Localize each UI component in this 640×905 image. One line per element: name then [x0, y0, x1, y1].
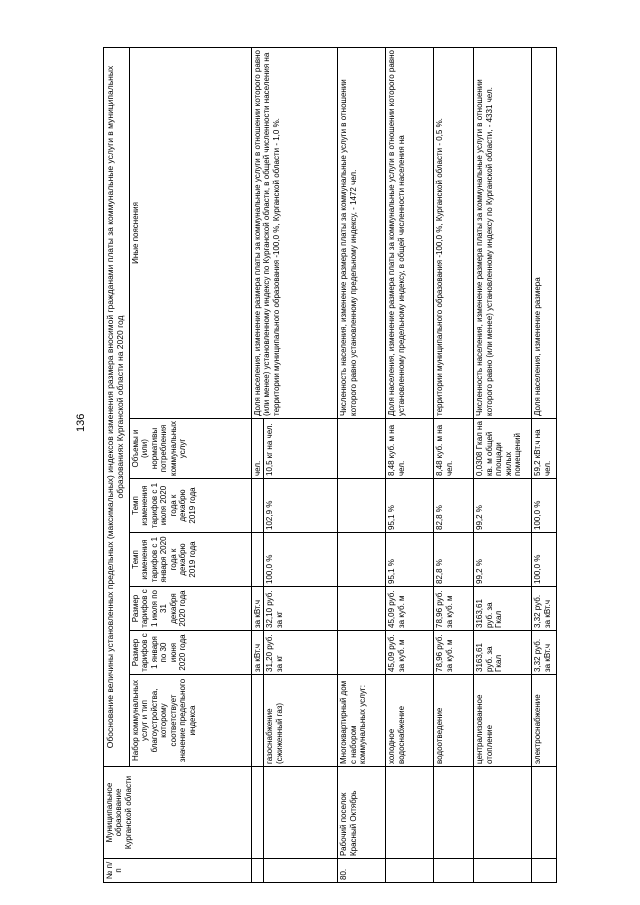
table-row: [252, 47, 264, 882]
header-municipality: Муниципальное образование Курганской области: [104, 767, 252, 859]
cell-tariff-jan: за кВт.ч: [252, 631, 264, 675]
table-row: [434, 47, 474, 882]
cell-rate-jan: 82,8 %: [434, 533, 474, 587]
cell-number: [434, 859, 474, 883]
cell-service: электроснабжение: [532, 675, 557, 767]
cell-notes: Доля населения, изменение размера: [532, 47, 557, 418]
cell-rate-jan: [252, 533, 264, 587]
header-rate-jul: Темп изменения тарифов с 1 июля 2020 года к декабрю 2019 года: [130, 479, 252, 533]
table-row: [474, 47, 532, 882]
header-service-set: Набор коммунальных услуг и тип благоустройства, которому соответствует значение предельного индекса: [130, 675, 252, 767]
cell-volumes: 8,48 куб. м на чел.: [434, 419, 474, 479]
cell-service: холодное водоснабжение: [386, 675, 434, 767]
cell-notes: Численность населения, изменение размера платы за коммунальные услуги в отношении которого равно установленному предельному индексу, - 1472 чел.: [338, 47, 386, 418]
cell-number: [532, 859, 557, 883]
header-rate-jan: Темп изменения тарифов с 1 января 2020 года к декабрю 2019 года: [130, 533, 252, 587]
cell-notes: территории муниципального образования -100,0 %, Курганской области - 0,5 %.: [434, 47, 474, 418]
table-row: [386, 47, 434, 882]
table-title: Обоснование величины установленных предельных (максимальных) индексов изменения размера вносимой гражданами платы за коммунальные услуги в муниципальных образованиях Курганской области на 2020 год: [104, 47, 130, 766]
header-volumes: Объемы и (или) нормативы потребления коммунальных услуг: [130, 419, 252, 479]
cell-rate-jul: 82,8 %: [434, 479, 474, 533]
cell-service: [252, 675, 264, 767]
cell-notes: Доля населения, изменение размера платы за коммунальные услуги в отношении которого равно (или менее) установленному индексу по Курганской области, в общей численности населения на территории муниципального образования -100,0 %, Курганской области - 1,0 %.: [252, 47, 338, 418]
cell-rate-jan: 99,2 %: [474, 533, 532, 587]
cell-number: [252, 859, 264, 883]
cell-tariff-jul: 45,09 руб. за куб. м: [386, 587, 434, 631]
cell-tariff-jan: 45,09 руб. за куб. м: [386, 631, 434, 675]
cell-municipality: [434, 767, 474, 859]
cell-rate-jul: [252, 479, 264, 533]
tariff-index-table: [103, 47, 557, 883]
cell-tariff-jul: [338, 587, 386, 631]
table-row: [338, 47, 386, 882]
cell-volumes: 0,0308 Гкал на кв. м общей площади жилых помещений: [474, 419, 532, 479]
cell-rate-jul: 102,9 %: [264, 479, 338, 533]
header-notes: Иные пояснения: [130, 47, 252, 418]
table-row: [532, 47, 557, 882]
page-number: 136: [75, 413, 87, 432]
cell-tariff-jan: 78,96 руб. за куб. м: [434, 631, 474, 675]
cell-service: Многоквартирный дом с набором коммунальных услуг:: [338, 675, 386, 767]
cell-municipality: [474, 767, 532, 859]
cell-municipality: [386, 767, 434, 859]
cell-rate-jul: 100,0 %: [532, 479, 557, 533]
cell-service: водоотведение: [434, 675, 474, 767]
cell-service: централизованное отопление: [474, 675, 532, 767]
cell-municipality: [264, 767, 338, 859]
cell-notes: Доля населения, изменение размера платы за коммунальные услуги в отношении которого равно установленному предельному индексу, в общей численности населения на: [386, 47, 434, 418]
cell-tariff-jan: 3,32 руб. за кВт.ч: [532, 631, 557, 675]
cell-tariff-jul: 3163,61 руб. за Гкал: [474, 587, 532, 631]
cell-municipality: [252, 767, 264, 859]
header-tariff-jul: Размер тарифов с 1 июля по 31 декабря 2020 года: [130, 587, 252, 631]
cell-tariff-jul: 78,96 руб. за куб. м: [434, 587, 474, 631]
cell-volumes: 8,48 куб. м на чел.: [386, 419, 434, 479]
cell-rate-jul: 95,1 %: [386, 479, 434, 533]
cell-rate-jan: 100,0 %: [264, 533, 338, 587]
cell-volumes: 59,2 кВт.ч на чел.: [532, 419, 557, 479]
cell-tariff-jan: 3163,61 руб. за Гкал: [474, 631, 532, 675]
cell-rate-jan: [338, 533, 386, 587]
header-number: № п/п: [104, 859, 252, 883]
cell-number: [474, 859, 532, 883]
cell-volumes: 10,5 кг на чел.: [264, 419, 338, 479]
header-tariff-jan: Размер тарифов с 1 января по 30 июня 2020 года: [130, 631, 252, 675]
cell-number: 80.: [338, 859, 386, 883]
cell-number: [386, 859, 434, 883]
cell-tariff-jan: [338, 631, 386, 675]
cell-number: [264, 859, 338, 883]
rotated-table-container: [103, 48, 553, 883]
cell-tariff-jul: 32,10 руб. за кг: [264, 587, 338, 631]
cell-tariff-jan: 31,20 руб. за кг: [264, 631, 338, 675]
cell-rate-jan: 95,1 %: [386, 533, 434, 587]
cell-tariff-jul: за кВт.ч: [252, 587, 264, 631]
cell-volumes: [338, 419, 386, 479]
cell-rate-jul: [338, 479, 386, 533]
cell-tariff-jul: 3,32 руб. за кВт.ч: [532, 587, 557, 631]
cell-rate-jul: 99,2 %: [474, 479, 532, 533]
cell-service: газоснабжение (сжиженный газ): [264, 675, 338, 767]
cell-municipality: [532, 767, 557, 859]
cell-municipality: Рабочий поселок Красный Октябрь: [338, 767, 386, 859]
cell-notes: Численность населения, изменение размера платы за коммунальные услуги в отношении которого равно (или менее) установленному индексу по Курганской области, - 4331 чел.: [474, 47, 532, 418]
cell-rate-jan: 100,0 %: [532, 533, 557, 587]
cell-volumes: чел.: [252, 419, 264, 479]
